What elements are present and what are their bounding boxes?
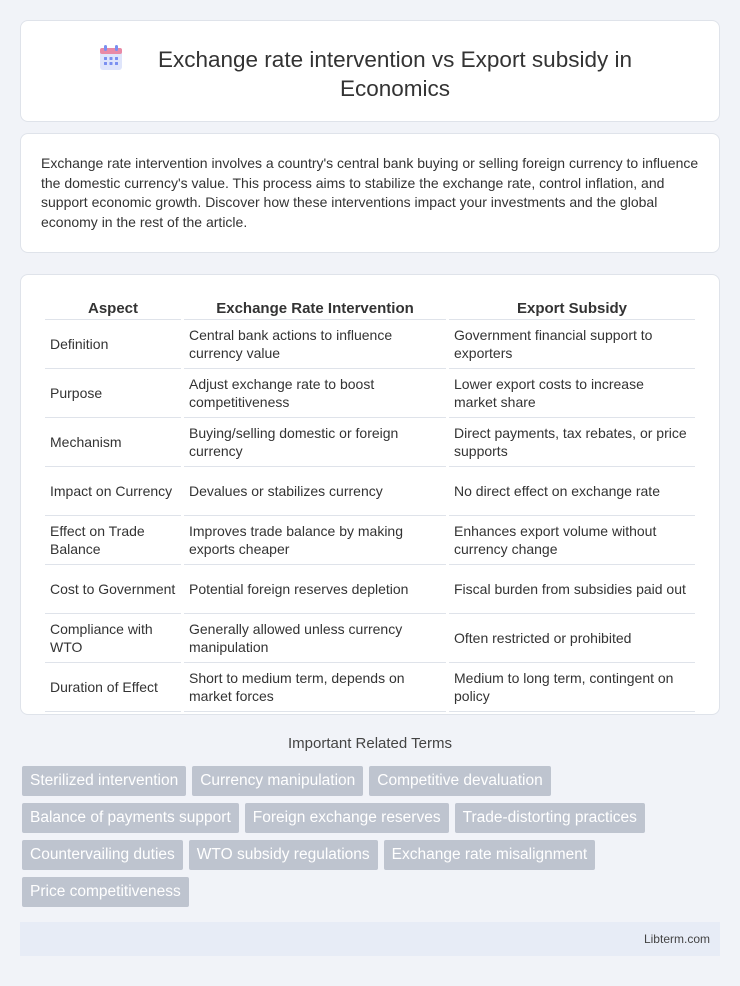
row-aspect: Definition [45,320,181,369]
row-intervention: Central bank actions to influence currency value [184,320,446,369]
row-intervention: Devalues or stabilizes currency [184,467,446,516]
header-exchange-rate-intervention: Exchange Rate Intervention [184,295,446,320]
row-subsidy: Direct payments, tax rebates, or price supports [449,418,695,467]
tag-exchange-rate-misalignment[interactable]: Exchange rate misalignment [384,840,596,870]
intro-text: Exchange rate intervention involves a country's central bank buying or selling foreign currency to influence the domestic currency's value. This process aims to stabilize the exchange rate, control inflation, and support economic growth. Discover how these interventions impact your investments and the global economy in the rest of the article. [41,155,699,230]
table-row [45,614,695,663]
table-row [45,467,695,516]
tag-trade-distorting-practices[interactable]: Trade-distorting practices [455,803,645,833]
row-subsidy: Medium to long term, contingent on policy [449,663,695,712]
row-aspect: Mechanism [45,418,181,467]
intro-card [20,133,720,253]
row-subsidy: Enhances export volume without currency change [449,516,695,565]
header-aspect: Aspect [45,295,181,320]
table-row [45,663,695,712]
row-aspect: Duration of Effect [45,663,181,712]
tag-foreign-exchange-reserves[interactable]: Foreign exchange reserves [245,803,449,833]
tag-balance-of-payments-support[interactable]: Balance of payments support [22,803,239,833]
row-subsidy: No direct effect on exchange rate [449,467,695,516]
tag-wto-subsidy-regulations[interactable]: WTO subsidy regulations [189,840,378,870]
comparison-table [42,295,698,712]
row-aspect: Impact on Currency [45,467,181,516]
page-title: Exchange rate intervention vs Export subsidy in Economics [157,47,632,101]
row-subsidy: Often restricted or prohibited [449,614,695,663]
related-terms-heading: Important Related Terms [288,735,452,752]
tag-countervailing-duties[interactable]: Countervailing duties [22,840,183,870]
tag-sterilized-intervention[interactable]: Sterilized intervention [22,766,186,796]
table-row [45,565,695,614]
row-intervention: Short to medium term, depends on market forces [184,663,446,712]
row-subsidy: Government financial support to exporters [449,320,695,369]
table-header-row [45,295,695,320]
footer [20,922,720,956]
tag-price-competitiveness[interactable]: Price competitiveness [22,877,189,907]
row-aspect: Effect on Trade Balance [45,516,181,565]
header-export-subsidy: Export Subsidy [449,295,695,320]
row-intervention: Buying/selling domestic or foreign currency [184,418,446,467]
related-terms-list [22,766,702,907]
comparison-card [20,274,720,715]
table-row [45,418,695,467]
row-aspect: Compliance with WTO [45,614,181,663]
table-row [45,516,695,565]
row-intervention: Adjust exchange rate to boost competitiveness [184,369,446,418]
row-aspect: Cost to Government [45,565,181,614]
tag-currency-manipulation[interactable]: Currency manipulation [192,766,363,796]
row-aspect: Purpose [45,369,181,418]
table-row [45,369,695,418]
footer-site-link[interactable]: Libterm.com [643,932,710,946]
table-row [45,320,695,369]
row-intervention: Potential foreign reserves depletion [184,565,446,614]
row-intervention: Generally allowed unless currency manipulation [184,614,446,663]
title-card [20,20,720,122]
row-intervention: Improves trade balance by making exports cheaper [184,516,446,565]
tag-competitive-devaluation[interactable]: Competitive devaluation [369,766,550,796]
row-subsidy: Fiscal burden from subsidies paid out [449,565,695,614]
row-subsidy: Lower export costs to increase market share [449,369,695,418]
